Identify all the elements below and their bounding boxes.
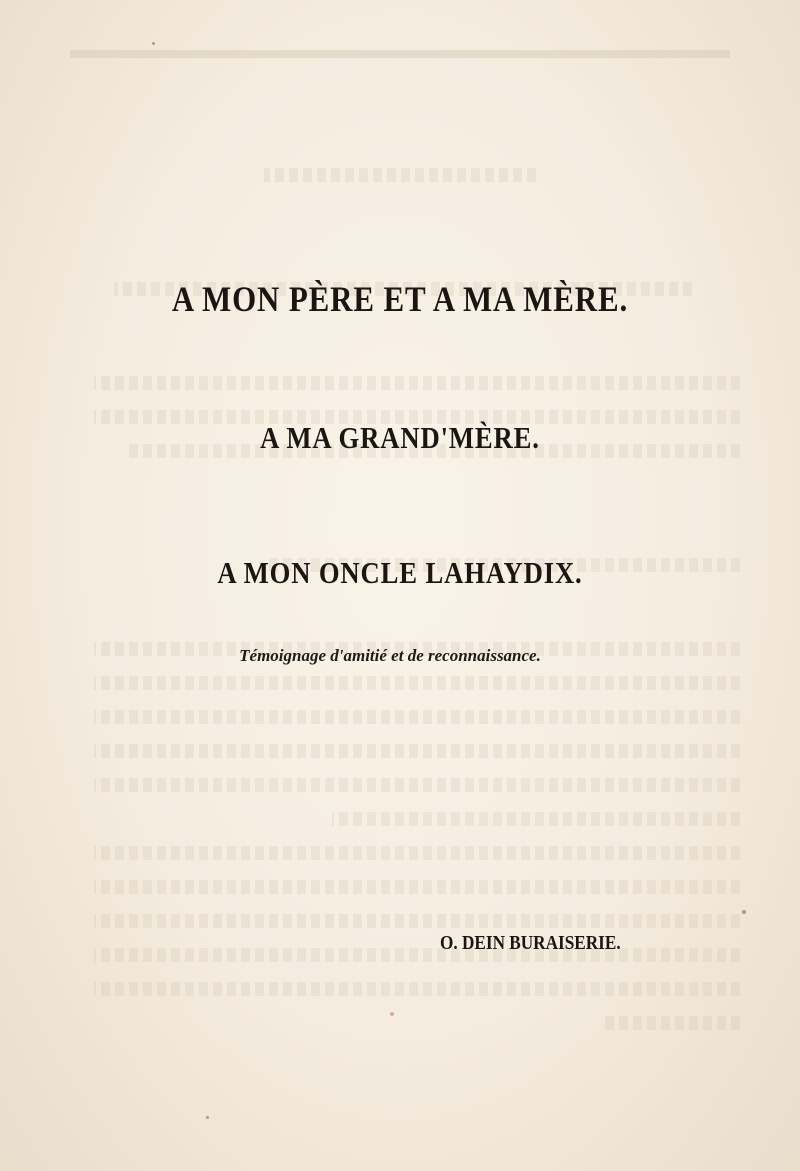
paper-speck (152, 42, 155, 45)
dedication-grandmother: A MA GRAND'MÈRE. (260, 420, 540, 455)
tribute-line: Témoignage d'amitié et de reconnaissance. (239, 646, 541, 665)
paper-speck (390, 1012, 394, 1016)
paper-speck (742, 910, 746, 914)
author-signature: O. DEIN BURAISERIE. (440, 932, 621, 954)
dedication-parents: A MON PÈRE ET A MA MÈRE. (171, 279, 629, 319)
dedication-uncle: A MON ONCLE LAHAYDIX. (217, 555, 583, 590)
bleed-through-text (60, 30, 740, 930)
paper-speck (206, 1116, 209, 1119)
